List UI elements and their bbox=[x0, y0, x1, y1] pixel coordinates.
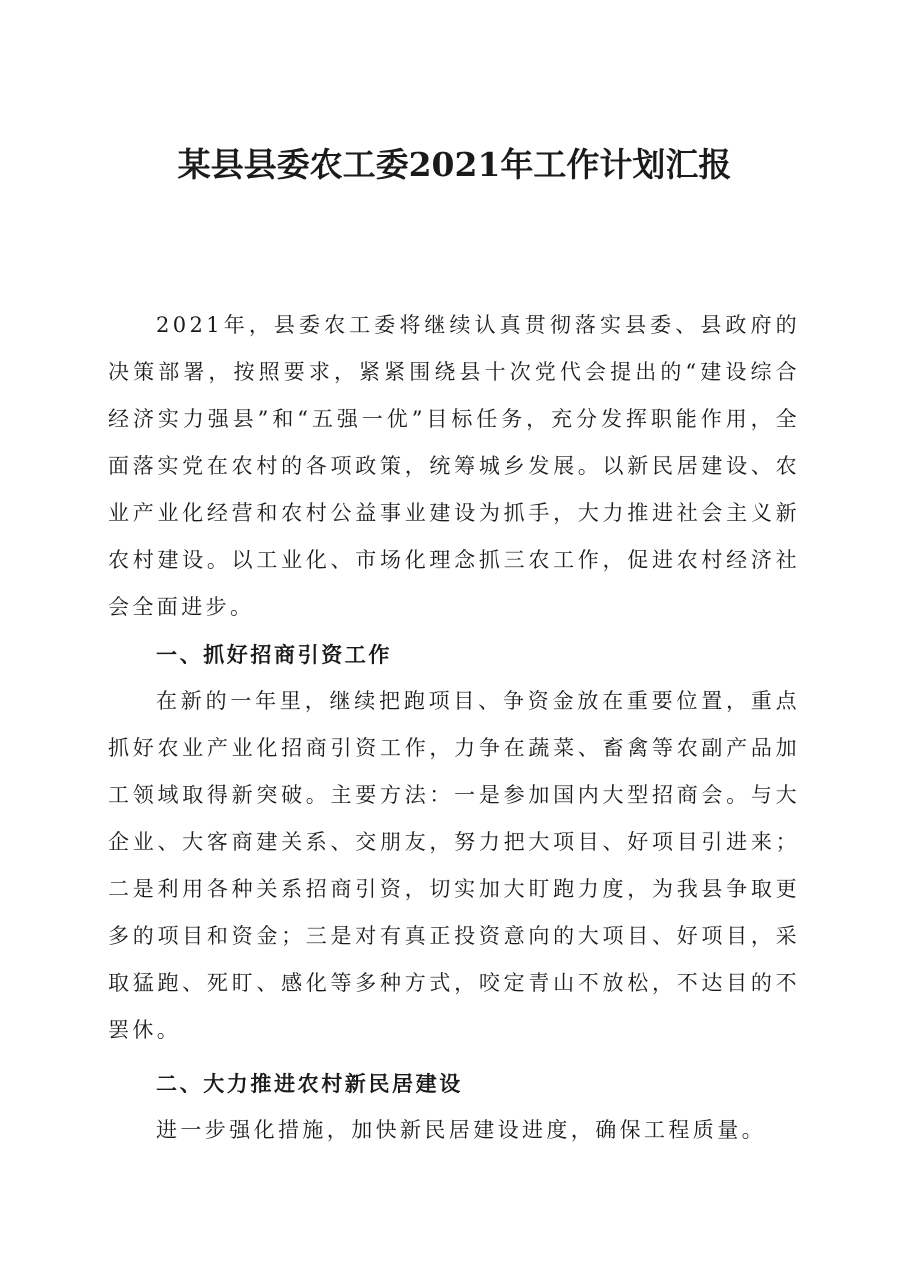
intro-paragraph: 2021年，县委农工委将继续认真贯彻落实县委、县政府的决策部署，按照要求，紧紧围绕县十次党代会提出的“建设综合经济实力强县”和“五强一优”目标任务，充分发挥职能作用，全面落实党在农村的各项政策，统筹城乡发展。以新民居建设、农业产业化经营和农村公益事业建设为抓手，大力推进社会主义新农村建设。以工业化、市场化理念抓三农工作，促进农村经济社会全面进步。 bbox=[108, 313, 800, 619]
section-1-paragraph: 在新的一年里，继续把跑项目、争资金放在重要位置，重点抓好农业产业化招商引资工作，力争在蔬菜、畜禽等农副产品加工领域取得新突破。主要方法：一是参加国内大型招商会。与大企业、大客商建关系、交朋友，努力把大项目、好项目引进来；二是利用各种关系招商引资，切实加大盯跑力度，为我县争取更多的项目和资金；三是对有真正投资意向的大项目、好项目，采取猛跑、死盯、感化等多种方式，咬定青山不放松，不达目的不罢休。 bbox=[108, 689, 800, 1042]
section-heading-1: 一、抓好招商引资工作 bbox=[156, 642, 392, 667]
section-heading-2: 二、大力推进农村新民居建设 bbox=[156, 1071, 463, 1096]
section-2-paragraph: 进一步强化措施，加快新民居建设进度，确保工程质量。 bbox=[156, 1118, 766, 1142]
document-title: 某县县委农工委2021年工作计划汇报 bbox=[177, 145, 732, 184]
document-body bbox=[108, 302, 800, 1154]
